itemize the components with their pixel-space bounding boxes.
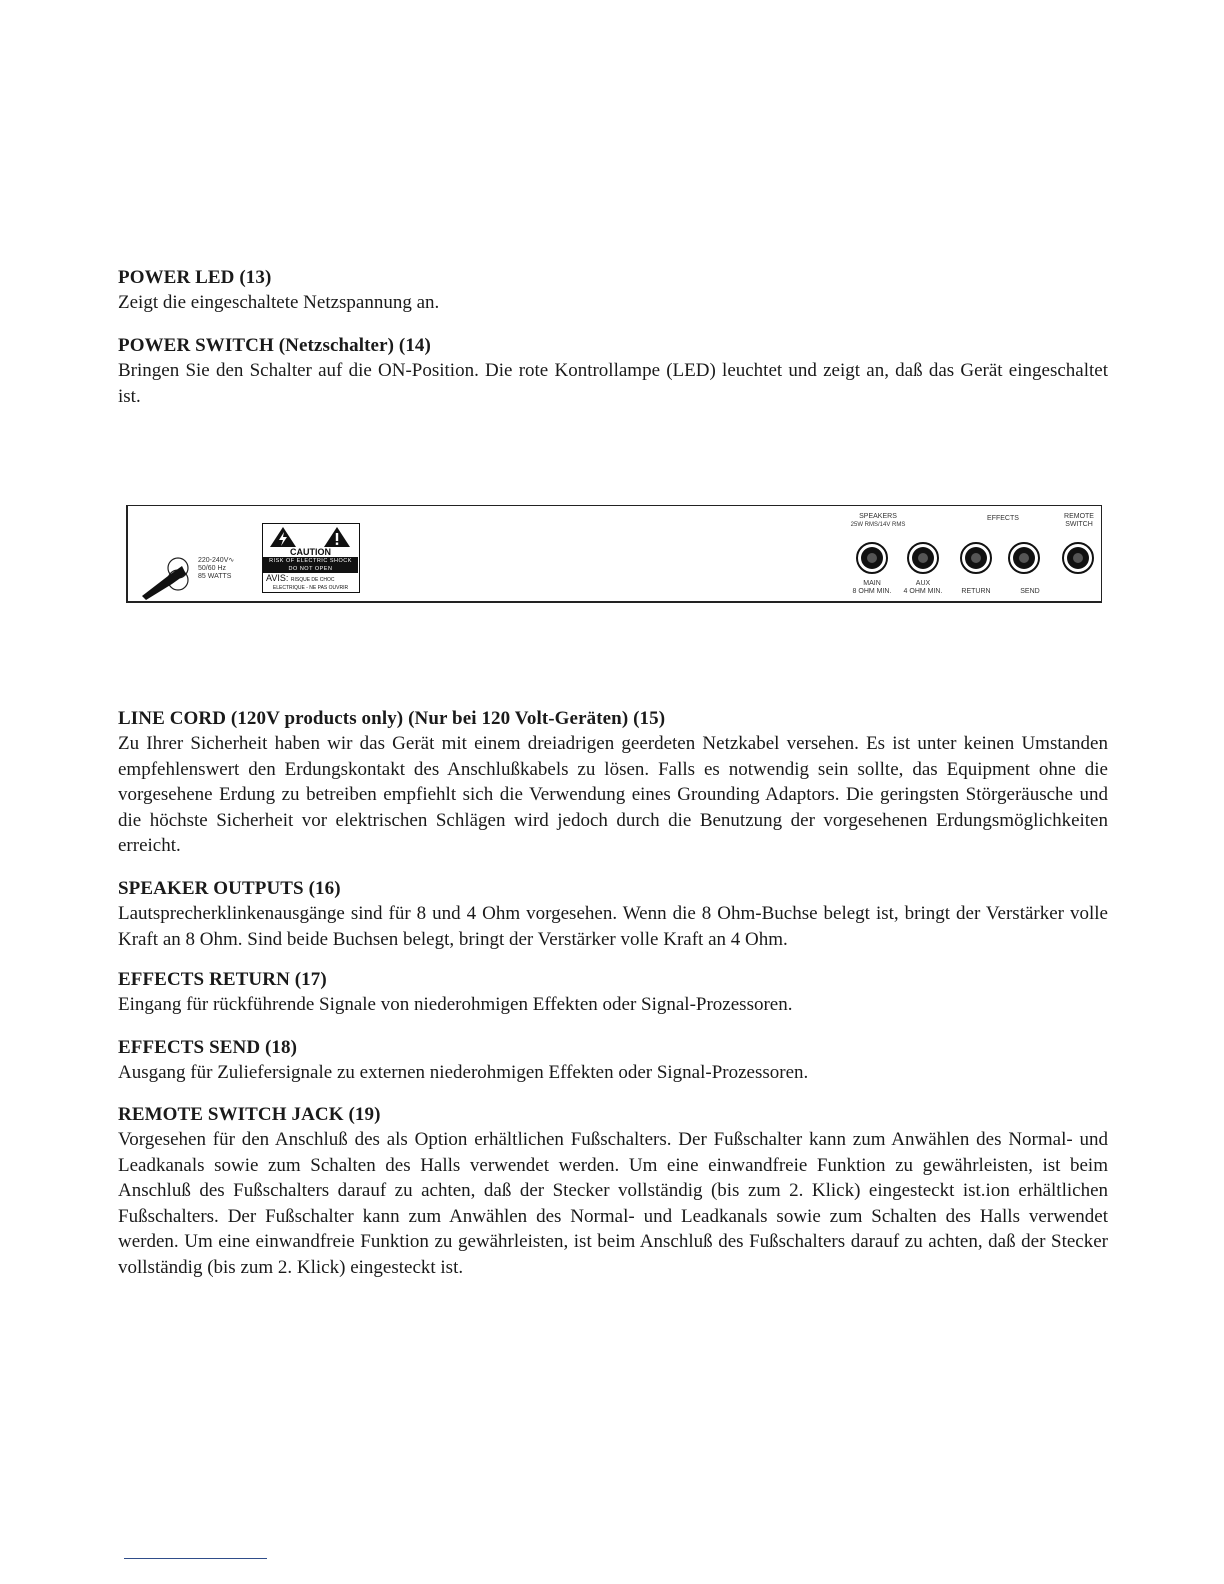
power-rating <box>198 557 234 581</box>
section-heading: SPEAKER OUTPUTS (16) <box>118 878 341 899</box>
avis-label: AVIS: <box>266 573 289 583</box>
speakers-label-text: SPEAKERS <box>859 513 897 520</box>
caution-title: CAUTION <box>290 547 331 557</box>
effects-return-section <box>118 968 1108 1018</box>
remote-label-text-2: SWITCH <box>1065 521 1093 528</box>
effects-send-section <box>118 1036 1108 1086</box>
section-body: Lautsprecherklinkenausgänge sind für 8 und 4 Ohm vorgesehen. Wenn die 8 Ohm-Buchse belegt ist, bringt der Verstärker volle Kraft an 8 Ohm. Sind beide Buchsen belegt, bringt der Verstärker volle Kraft an 4 Ohm. <box>118 903 1108 950</box>
speakers-rating-text: 25W RMS/14V RMS <box>850 522 906 528</box>
exclamation-warning-icon <box>323 526 351 548</box>
main-sub-text: 8 OHM MIN. <box>852 588 892 595</box>
speakers-label <box>848 513 908 529</box>
section-body: Eingang für rückführende Signale von niederohmigen Effekten oder Signal-Prozessoren. <box>118 994 793 1015</box>
section-body: Zeigt die eingeschaltete Netzspannung an. <box>118 292 440 313</box>
lightning-warning-icon <box>269 526 297 548</box>
aux-speaker-jack[interactable] <box>906 541 940 575</box>
line-cord-section <box>118 707 1108 859</box>
power-led-section <box>118 266 1108 316</box>
section-heading: POWER SWITCH (Netzschalter) (14) <box>118 335 431 356</box>
effects-return-jack[interactable] <box>959 541 993 575</box>
speaker-outputs-section <box>118 877 1108 952</box>
remote-switch-jack[interactable] <box>1061 541 1095 575</box>
avis-small: RISQUE DE CHOC <box>290 577 335 583</box>
section-body: Bringen Sie den Schalter auf die ON-Position. Die rote Kontrollampe (LED) leuchtet und zeigt an, daß das Gerät eingeschaltet ist. <box>118 360 1108 407</box>
power-rating-frequency: 50/60 Hz <box>198 565 227 572</box>
caution-line-2: DO NOT OPEN <box>263 565 358 573</box>
aux-jack-label <box>897 580 949 596</box>
section-body: Ausgang für Zuliefersignale zu externen niederohmigen Effekten oder Signal-Prozessoren. <box>118 1062 809 1083</box>
footnote-rule <box>124 1558 267 1559</box>
section-body: Zu Ihrer Sicherheit haben wir das Gerät mit einem dreiadrigen geerdeten Netzkabel versehen. Es ist unter keinen Umstanden empfehlenswert den Erdungskontakt des Anschlußkabels zu lösen. Falls es notwendig sein sollte, das Equipment ohne die vorgesehene Erdung zu betreiben empfiehlt sich die Verwendung eines Grounding Adaptors. Die geringsten Störgeräusche und die höchste Sicherheit vor elektrischen Schlägen wird jedoch durch die Benutzung der vorgesehenen Erdungsmöglichkeiten erreicht. <box>118 733 1108 856</box>
power-rating-voltage: 220-240V∿ <box>198 557 235 564</box>
section-body: Vorgesehen für den Anschluß des als Option erhältlichen Fußschalters. Der Fußschalter kann zum Anwählen des Normal- und Leadkanals sowie zum Schalten des Halls verwendet werden. Um eine einwandfreie Funktion zu gewährleisten, ist beim Anschluß des Fußschalters darauf zu achten, daß der Stecker vollständig (bis zum 2. Klick) eingesteckt ist.ion erhältlichen Fußschalters. Der Fußschalter kann zum Anwählen des Normal- und Leadkanals sowie zum Schalten des Halls verwendet werden. Um eine einwandfreie Funktion zu gewährleisten, ist beim Anschluß des Fußschalters darauf zu achten, daß der Stecker vollständig (bis zum 2. Klick) eingesteckt ist. <box>118 1129 1108 1278</box>
power-switch-section <box>118 334 1108 409</box>
caution-line-1: RISK OF ELECTRIC SHOCK <box>263 557 358 565</box>
main-label-text: MAIN <box>863 580 881 587</box>
power-cord-icon <box>138 546 198 602</box>
section-heading: EFFECTS SEND (18) <box>118 1037 298 1058</box>
main-speaker-jack[interactable] <box>855 541 889 575</box>
section-heading: EFFECTS RETURN (17) <box>118 969 327 990</box>
main-jack-label <box>846 580 898 596</box>
section-heading: POWER LED (13) <box>118 267 272 288</box>
effects-label: EFFECTS <box>987 515 1019 522</box>
caution-avis <box>266 573 334 583</box>
caution-label-box <box>262 523 360 593</box>
caution-line-3: ELECTRIQUE - NE PAS OUVRIR <box>272 585 349 591</box>
aux-sub-text: 4 OHM MIN. <box>903 588 943 595</box>
power-rating-watts: 85 WATTS <box>198 573 232 580</box>
return-jack-label: RETURN <box>961 588 991 595</box>
remote-label-text: REMOTE <box>1064 513 1094 520</box>
remote-switch-label <box>1055 513 1103 529</box>
section-heading: LINE CORD (120V products only) (Nur bei 120 Volt-Geräten) (15) <box>118 708 666 729</box>
send-jack-label: SEND <box>1020 588 1040 595</box>
aux-label-text: AUX <box>915 580 931 587</box>
section-heading: REMOTE SWITCH JACK (19) <box>118 1104 381 1125</box>
remote-switch-section <box>118 1103 1108 1280</box>
effects-send-jack[interactable] <box>1007 541 1041 575</box>
